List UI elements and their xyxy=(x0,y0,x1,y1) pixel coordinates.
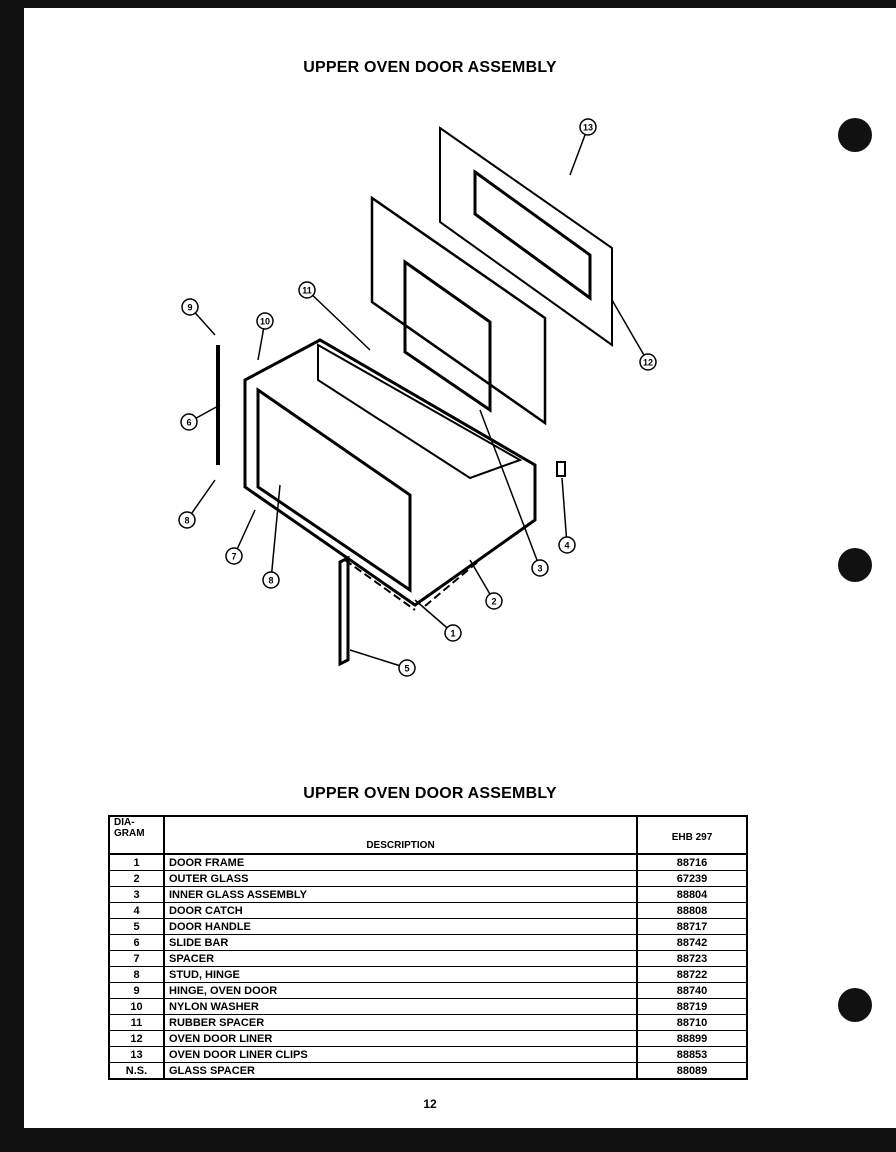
cell-description: OVEN DOOR LINER xyxy=(164,1031,637,1047)
table-row xyxy=(109,871,747,887)
page-number: 12 xyxy=(423,1097,437,1111)
cell-description: DOOR FRAME xyxy=(164,854,637,871)
callout-label: 6 xyxy=(186,417,192,428)
cell-part: 88740 xyxy=(637,983,747,999)
leader-line xyxy=(562,478,567,545)
callout-label: 3 xyxy=(537,563,543,574)
cell-diagram: 11 xyxy=(109,1015,164,1031)
cell-part: 88710 xyxy=(637,1015,747,1031)
callout-label: 11 xyxy=(302,285,312,296)
cell-diagram: 10 xyxy=(109,999,164,1015)
table-row xyxy=(109,903,747,919)
table-row xyxy=(109,983,747,999)
table-row xyxy=(109,887,747,903)
table-row xyxy=(109,1047,747,1063)
cell-part: 88742 xyxy=(637,935,747,951)
callout-label: 7 xyxy=(231,551,237,562)
cell-description: GLASS SPACER xyxy=(164,1063,637,1080)
cell-diagram: 12 xyxy=(109,1031,164,1047)
cell-diagram: 7 xyxy=(109,951,164,967)
cell-description: STUD, HINGE xyxy=(164,967,637,983)
cell-description: SLIDE BAR xyxy=(164,935,637,951)
table-row xyxy=(109,1031,747,1047)
binder-hole xyxy=(838,988,872,1022)
cell-part: 88717 xyxy=(637,919,747,935)
cell-part: 67239 xyxy=(637,871,747,887)
door-handle xyxy=(340,558,348,664)
table-row xyxy=(109,919,747,935)
callout-label: 13 xyxy=(582,122,594,133)
table-row xyxy=(109,935,747,951)
cell-diagram: 3 xyxy=(109,887,164,903)
callout-label: 5 xyxy=(404,663,410,674)
cell-description: NYLON WASHER xyxy=(164,999,637,1015)
door-catch xyxy=(557,462,565,476)
callout-label: 2 xyxy=(491,596,497,607)
cell-part: 88899 xyxy=(637,1031,747,1047)
cell-description: OUTER GLASS xyxy=(164,871,637,887)
leader-line xyxy=(612,300,648,362)
header-diagram: DIA-GRAM xyxy=(109,816,164,854)
scan-edge-bottom xyxy=(0,1128,896,1152)
table-title: UPPER OVEN DOOR ASSEMBLY xyxy=(303,785,557,802)
table-row xyxy=(109,951,747,967)
callout-label: 4 xyxy=(564,540,570,551)
cell-diagram: 13 xyxy=(109,1047,164,1063)
parts-table xyxy=(108,815,748,1080)
cell-diagram: 4 xyxy=(109,903,164,919)
table-row xyxy=(109,1015,747,1031)
cell-part: 88719 xyxy=(637,999,747,1015)
cell-description: HINGE, OVEN DOOR xyxy=(164,983,637,999)
table-row xyxy=(109,854,747,871)
cell-part: 88722 xyxy=(637,967,747,983)
cell-description: INNER GLASS ASSEMBLY xyxy=(164,887,637,903)
table-row xyxy=(109,1063,747,1080)
cell-part: 88804 xyxy=(637,887,747,903)
cell-part: 88089 xyxy=(637,1063,747,1080)
cell-diagram: N.S. xyxy=(109,1063,164,1080)
table-row xyxy=(109,999,747,1015)
leader-line xyxy=(480,410,540,568)
cell-description: SPACER xyxy=(164,951,637,967)
leader-line xyxy=(350,650,407,668)
header-part: EHB 297 xyxy=(637,816,747,854)
cell-description: OVEN DOOR LINER CLIPS xyxy=(164,1047,637,1063)
callout-label: 8 xyxy=(268,575,274,586)
cell-diagram: 8 xyxy=(109,967,164,983)
cell-description: RUBBER SPACER xyxy=(164,1015,637,1031)
callout-label: 1 xyxy=(450,628,456,639)
cell-description: DOOR CATCH xyxy=(164,903,637,919)
callout-label: 8 xyxy=(184,515,190,526)
cell-part: 88716 xyxy=(637,854,747,871)
cell-part: 88808 xyxy=(637,903,747,919)
callout-label: 9 xyxy=(187,302,193,313)
cell-diagram: 6 xyxy=(109,935,164,951)
callout-label: 12 xyxy=(642,357,654,368)
cell-diagram: 9 xyxy=(109,983,164,999)
cell-diagram: 1 xyxy=(109,854,164,871)
oven-door-liner xyxy=(440,128,612,345)
diagram-title: UPPER OVEN DOOR ASSEMBLY xyxy=(303,59,557,76)
inner-glass-assembly xyxy=(405,262,490,410)
table-row xyxy=(109,967,747,983)
cell-diagram: 2 xyxy=(109,871,164,887)
callout-label: 10 xyxy=(259,316,271,327)
cell-diagram: 5 xyxy=(109,919,164,935)
cell-description: DOOR HANDLE xyxy=(164,919,637,935)
header-description: DESCRIPTION xyxy=(164,816,637,854)
cell-part: 88853 xyxy=(637,1047,747,1063)
cell-part: 88723 xyxy=(637,951,747,967)
